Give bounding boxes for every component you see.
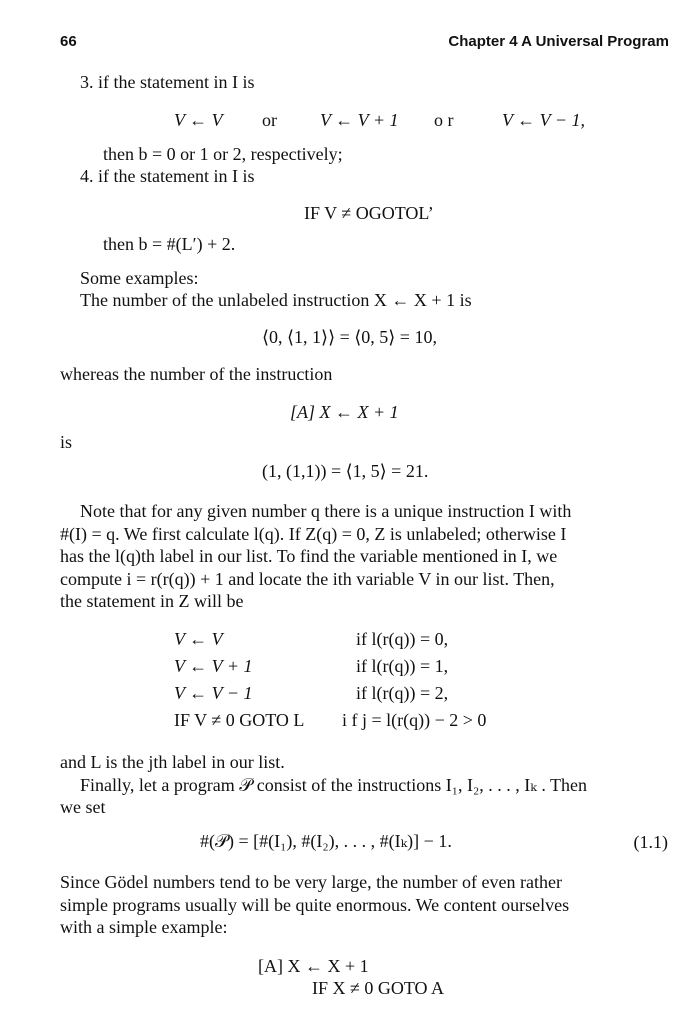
- closing-line: with a simple example:: [60, 917, 228, 937]
- program-line-2: IF X ≠ 0 GOTO A: [312, 978, 445, 998]
- case-stmt: V ← V: [174, 629, 223, 649]
- instruction-example: [A] X ← X + 1: [290, 402, 399, 422]
- item3-or2: o r: [434, 110, 454, 130]
- after-line2: Finally, let a program 𝒫 consist of the instructions I₁, I₂, . . . , Iₖ . Then: [80, 775, 588, 795]
- formula-1: ⟨0, ⟨1, 1⟩⟩ = ⟨0, 5⟩ = 10,: [262, 327, 437, 347]
- examples-line2: whereas the number of the instruction: [60, 364, 333, 384]
- note-line: has the l(q)th label in our list. To find the variable mentioned in I, we: [60, 546, 558, 566]
- closing-line: Since Gödel numbers tend to be very large, the number of even rather: [60, 872, 562, 892]
- item3-then: then b = 0 or 1 or 2, respectively;: [103, 144, 343, 164]
- page-number: 66: [60, 33, 77, 50]
- examples-heading: Some examples:: [80, 268, 199, 288]
- note-line: #(I) = q. We first calculate l(q). If Z(q) = 0, Z is unlabeled; otherwise I: [60, 523, 567, 544]
- closing-paragraph: [60, 871, 670, 939]
- case-stmt: IF V ≠ 0 GOTO L: [174, 710, 305, 730]
- note-line: the statement in Z will be: [60, 591, 244, 611]
- case-cond: if l(r(q)) = 0,: [356, 629, 449, 649]
- program-line-1: [A] X ← X + 1: [258, 956, 369, 976]
- note-line: Note that for any given number q there is a unique instruction I with: [80, 501, 572, 521]
- case-cond: i f j = l(r(q)) − 2 > 0: [342, 710, 487, 730]
- note-paragraph: [60, 500, 670, 613]
- formula-2: (1, (1,1)) = ⟨1, 5⟩ = 21.: [262, 461, 429, 481]
- item3-stmt3: V ← V − 1,: [502, 110, 585, 130]
- item4-stmt: IF V ≠ OGOTOL’: [304, 203, 434, 223]
- examples-is: is: [60, 432, 73, 452]
- item4-then: then b = #(L′) + 2.: [103, 234, 236, 254]
- item3-intro: 3. if the statement in I is: [80, 72, 255, 92]
- note-line: compute i = r(r(q)) + 1 and locate the ith variable V in our list. Then,: [60, 568, 555, 589]
- after-line1: and L is the jth label in our list.: [60, 752, 285, 772]
- equation-number: (1.1): [633, 832, 668, 852]
- item4-intro: 4. if the statement in I is: [80, 166, 255, 186]
- equation-1-1: #(𝒫) = [#(I₁), #(I₂), . . . , #(Iₖ)] − 1.: [200, 831, 452, 851]
- chapter-title: Chapter 4 A Universal Program: [448, 33, 669, 50]
- item3-stmt2: V ← V + 1: [320, 110, 399, 130]
- item3-or1: or: [262, 110, 277, 130]
- case-cond: if l(r(q)) = 2,: [356, 683, 449, 703]
- case-cond: if l(r(q)) = 1,: [356, 656, 449, 676]
- case-stmt: V ← V − 1: [174, 683, 253, 703]
- case-stmt: V ← V + 1: [174, 656, 253, 676]
- after-line3: we set: [60, 797, 106, 817]
- item3-stmt1: V ← V: [174, 110, 223, 130]
- examples-line1: The number of the unlabeled instruction X ← X + 1 is: [80, 290, 472, 310]
- closing-line: simple programs usually will be quite enormous. We content ourselves: [60, 894, 570, 915]
